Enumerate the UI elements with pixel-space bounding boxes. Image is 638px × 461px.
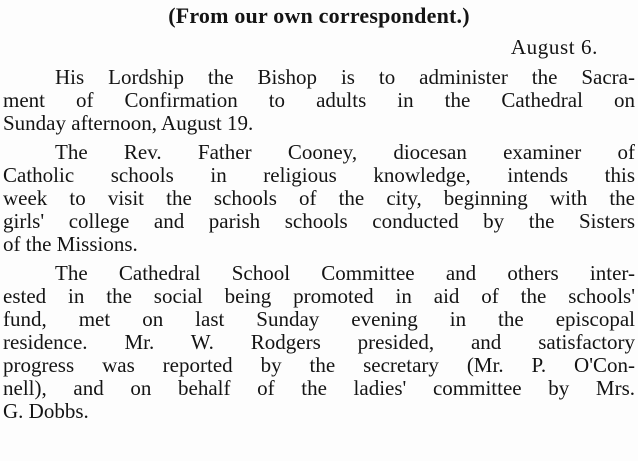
paragraph-line: Catholic schools in religious knowledge, intends this <box>3 163 635 187</box>
paragraph-line: fund, met on last Sunday evening in the episcopal <box>3 307 635 331</box>
paragraph-line: His Lordship the Bishop is to administer the Sacra- <box>55 65 635 89</box>
paragraph-school-examination <box>0 141 638 256</box>
paragraph-line: G. Dobbs. <box>3 399 89 423</box>
paragraph-line: Sunday afternoon, August 19. <box>3 111 254 135</box>
paragraph-line: The Rev. Father Cooney, diocesan examiner of <box>55 140 635 164</box>
paragraph-line: progress was reported by the secretary (Mr. P. O'Con- <box>3 353 635 377</box>
article-heading: (From our own correspondent.) <box>168 3 470 28</box>
article-dateline: August 6. <box>510 35 598 59</box>
paragraph-line: ested in the social being promoted in aid of the schools' <box>3 284 635 308</box>
paragraph-line: of the Missions. <box>3 232 138 256</box>
paragraph-line: The Cathedral School Committee and others inter- <box>55 261 635 285</box>
paragraph-line: residence. Mr. W. Rodgers presided, and satisfactory <box>3 330 635 354</box>
paragraph-line: nell), and on behalf of the ladies' committee by Mrs. <box>3 376 635 400</box>
paragraph-line: week to visit the schools of the city, beginning with the <box>3 186 635 210</box>
paragraph-line: girls' college and parish schools conducted by the Sisters <box>3 209 635 233</box>
paragraph-confirmation <box>0 66 638 135</box>
paragraph-line: ment of Confirmation to adults in the Cathedral on <box>3 88 635 112</box>
paragraph-school-committee <box>0 262 638 423</box>
